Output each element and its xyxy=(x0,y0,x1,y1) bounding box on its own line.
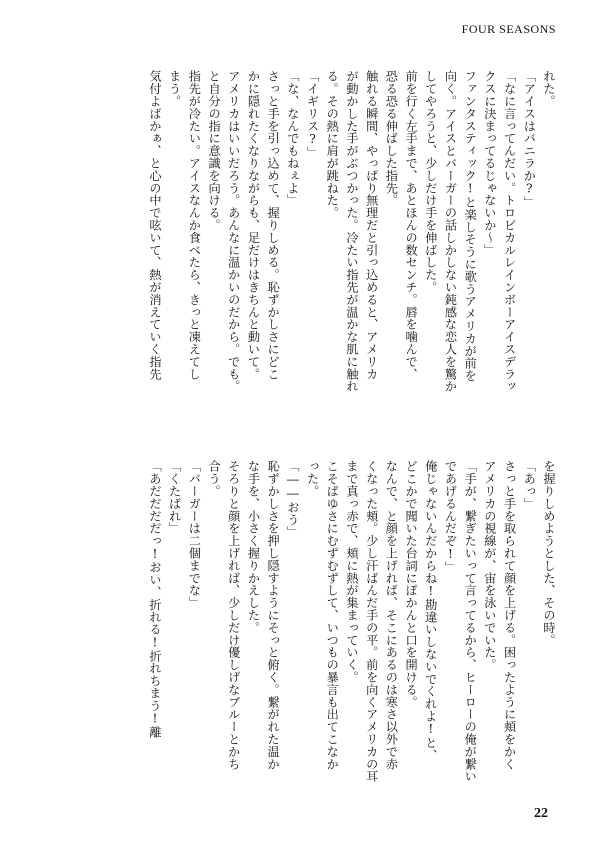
text-line: こそばゆさにむずむずして、いつもの暴言も出てこなか xyxy=(325,460,340,770)
text-line: さっと手を引っ込めて、握りしめる。恥ずかしさにどこ xyxy=(266,70,281,380)
text-line: 前を行く左手まで、あとほんの数センチ。唇を噛んで、 xyxy=(404,70,419,380)
page-number: 22 xyxy=(534,806,548,821)
text-line: 触れる瞬間、やっぱり無理だと引っ込めると、アメリカ xyxy=(364,70,379,380)
text-line: 「手が、繋ぎたいって言ってるから、ヒーローの俺が繋い xyxy=(463,460,478,783)
text-line: ファンタスティック!と楽しそうに歌うアメリカが前を xyxy=(463,70,478,382)
text-line: まで真っ赤で、頬に熱が集まっていく。 xyxy=(344,460,359,684)
text-line: 「なに言ってんだい。トロピカルレインボーアイスデラッ xyxy=(502,70,517,393)
text-line: 「アイスはバニラか?」 xyxy=(522,70,537,209)
text-line: 「あだだだだっ!おい、折れる!折れちまう!離 xyxy=(147,460,162,739)
text-line: さっと手を取られて顔を上げる。困ったように頬をかく xyxy=(502,460,517,770)
text-line: なんで、と顔を上げれば、そこにあるのは寒さ以外で赤 xyxy=(384,460,399,770)
text-line: くなった頬。少し汗ばんだ手の平。前を向くアメリカの耳 xyxy=(364,460,379,783)
text-line: な手を、小さく握りかえした。 xyxy=(246,460,261,634)
text-line: まう。 xyxy=(167,70,182,108)
text-line: 「くたばれ」 xyxy=(167,460,182,535)
lower-text-column xyxy=(147,460,558,790)
text-line: 向く。アイスとバーガーの話しかしない鈍感な恋人を驚か xyxy=(443,70,458,393)
text-line: してやろうと、少しだけ手を伸ばした。 xyxy=(423,70,438,294)
text-line: かに隠れたくなりながらも、足だけはきちんと動いて。 xyxy=(246,70,261,380)
text-line: が動かした手がぶつかった。冷たい指先が温かな肌に触れ xyxy=(344,70,359,393)
text-line: 恐る恐る伸ばした指先。 xyxy=(384,70,399,207)
text-line: 合う。 xyxy=(207,460,222,498)
text-line: 「な、なんでもねぇよ」 xyxy=(285,70,300,207)
text-line: であげるんだぞ!」 xyxy=(443,460,458,574)
text-line: そろりと顔を上げれば、少しだけ優しげなブルーとかち xyxy=(226,460,241,770)
text-line: 「あっ」 xyxy=(522,460,537,510)
text-line: 恥ずかしさを押し隠すようにそっと俯く。繋がれた温か xyxy=(266,460,281,770)
text-line: 指先が冷たい。アイスなんか食べたら、きっと凍えてし xyxy=(187,70,202,380)
text-line: と自分の指に意識を向ける。 xyxy=(207,70,222,232)
text-line: アメリカの視線が、宙を泳いでいた。 xyxy=(482,460,497,671)
text-line: 俺じゃないんだからね!勘違いしないでくれよ!と、 xyxy=(423,460,438,762)
text-line: クスに決まってるじゃないか〜」 xyxy=(482,70,497,256)
text-line: 「イギリス?」 xyxy=(305,70,320,159)
text-line: どこかで聞いた台詞にぽかんと口を開ける。 xyxy=(404,460,419,708)
text-line: アメリカはいいだろう。あんなに温かいのだから。でも。 xyxy=(226,70,241,393)
text-line: る。その熱に肩が跳ねた。 xyxy=(325,70,340,219)
upper-text-column xyxy=(147,70,558,400)
text-line: を握りしめようとした、その時。 xyxy=(542,460,556,646)
text-line: 「――おう」 xyxy=(285,460,300,538)
text-line: 「バーガーは二個までな」 xyxy=(187,460,202,609)
page-header: FOUR SEASONS xyxy=(461,22,556,36)
text-line: 気付よばかぁ、と心の中で呟いて、熱が消えていく指先 xyxy=(147,70,162,380)
text-line: れた。 xyxy=(542,70,556,108)
text-line: った。 xyxy=(305,460,320,498)
